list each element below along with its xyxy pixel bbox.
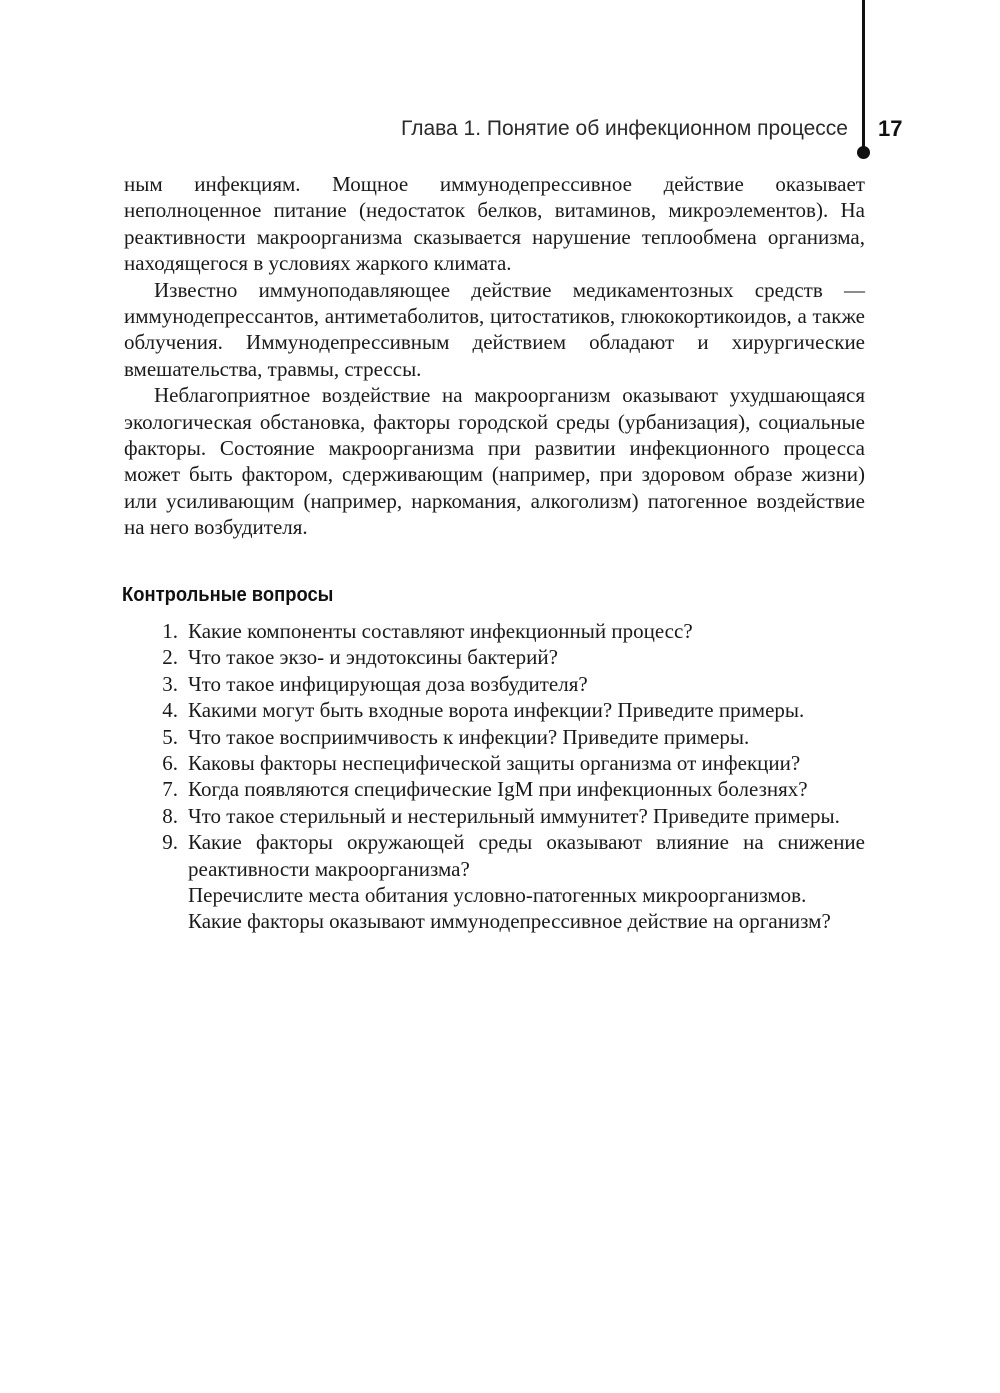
section-heading: Контрольные вопросы bbox=[122, 584, 334, 606]
question-text: Когда появляются специфические IgM при инфекционных болезнях? bbox=[188, 777, 808, 802]
paragraph-3: Неблагоприятное воздействие на макроорганизм оказывают ухудшающаяся экологическая обстановка, факторы городской среды (урбанизация), социальные факторы. Состояние макроорганизма при развитии инфекционного процесса может быть фактором, сдерживающим (например, при здоровом образе жизни) или усиливающим (например, наркомания, алкоголизм) патогенное воздействие на него возбудителя. bbox=[124, 383, 865, 540]
running-head: Глава 1. Понятие об инфекционном процессе bbox=[401, 117, 848, 140]
question-number: 3. bbox=[162, 671, 178, 696]
question-number: 9. bbox=[162, 830, 178, 855]
header-vertical-rule bbox=[862, 0, 865, 150]
question-item bbox=[148, 618, 865, 644]
question-item bbox=[148, 697, 865, 723]
question-number: 4. bbox=[162, 698, 178, 723]
question-number: 6. bbox=[162, 751, 178, 776]
question-text: Какие компоненты составляют инфекционный процесс? bbox=[188, 619, 693, 643]
question-number: 7. bbox=[162, 777, 178, 802]
question-number: 5. bbox=[162, 724, 178, 749]
question-text: Каковы факторы неспецифической защиты организма от инфекции? bbox=[188, 751, 801, 776]
question-item bbox=[148, 829, 865, 882]
question-number: 1. bbox=[162, 619, 178, 643]
body-text bbox=[124, 171, 865, 541]
question-item bbox=[148, 644, 865, 670]
question-item-unnumbered bbox=[148, 882, 865, 908]
question-item bbox=[148, 803, 865, 829]
question-item bbox=[148, 776, 865, 802]
question-number: 8. bbox=[162, 803, 178, 828]
questions-list bbox=[148, 618, 865, 935]
question-item bbox=[148, 750, 865, 776]
question-text: Что такое экзо- и эндотоксины бактерий? bbox=[188, 645, 558, 670]
question-item bbox=[148, 724, 865, 750]
question-text: Перечислите места обитания условно-патогенных микроорганизмов. bbox=[188, 883, 807, 908]
question-item bbox=[148, 671, 865, 697]
page-number: 17 bbox=[878, 116, 903, 141]
question-text: Какими могут быть входные ворота инфекции? Приведите примеры. bbox=[188, 698, 805, 723]
question-text: Какие факторы оказывают иммунодепрессивное действие на организм? bbox=[188, 909, 831, 934]
question-text: Какие факторы окружающей среды оказывают влияние на снижение реактивности макроорганизма? bbox=[188, 830, 865, 881]
paragraph-1: ным инфекциям. Мощное иммунодепрессивное действие оказывает неполноценное питание (недостаток белков, витаминов, микроэлементов). На реактивности макроорганизма сказывается нарушение теплообмена организма, находящегося в условиях жаркого климата. bbox=[124, 172, 865, 276]
question-number: 2. bbox=[162, 645, 178, 670]
question-text: Что такое инфицирующая доза возбудителя? bbox=[188, 671, 588, 696]
question-item-unnumbered bbox=[148, 908, 865, 934]
question-text: Что такое восприимчивость к инфекции? Приведите примеры. bbox=[188, 724, 750, 749]
question-text: Что такое стерильный и нестерильный иммунитет? Приведите примеры. bbox=[188, 803, 840, 828]
header-rule-dot bbox=[857, 146, 870, 159]
paragraph-2: Известно иммуноподавляющее действие медикаментозных средств — иммунодепрессантов, антиметаболитов, цитостатиков, глюкокортикоидов, а также облучения. Иммунодепрессивным действием обладают и хирургические вмешательства, травмы, стрессы. bbox=[124, 277, 865, 381]
